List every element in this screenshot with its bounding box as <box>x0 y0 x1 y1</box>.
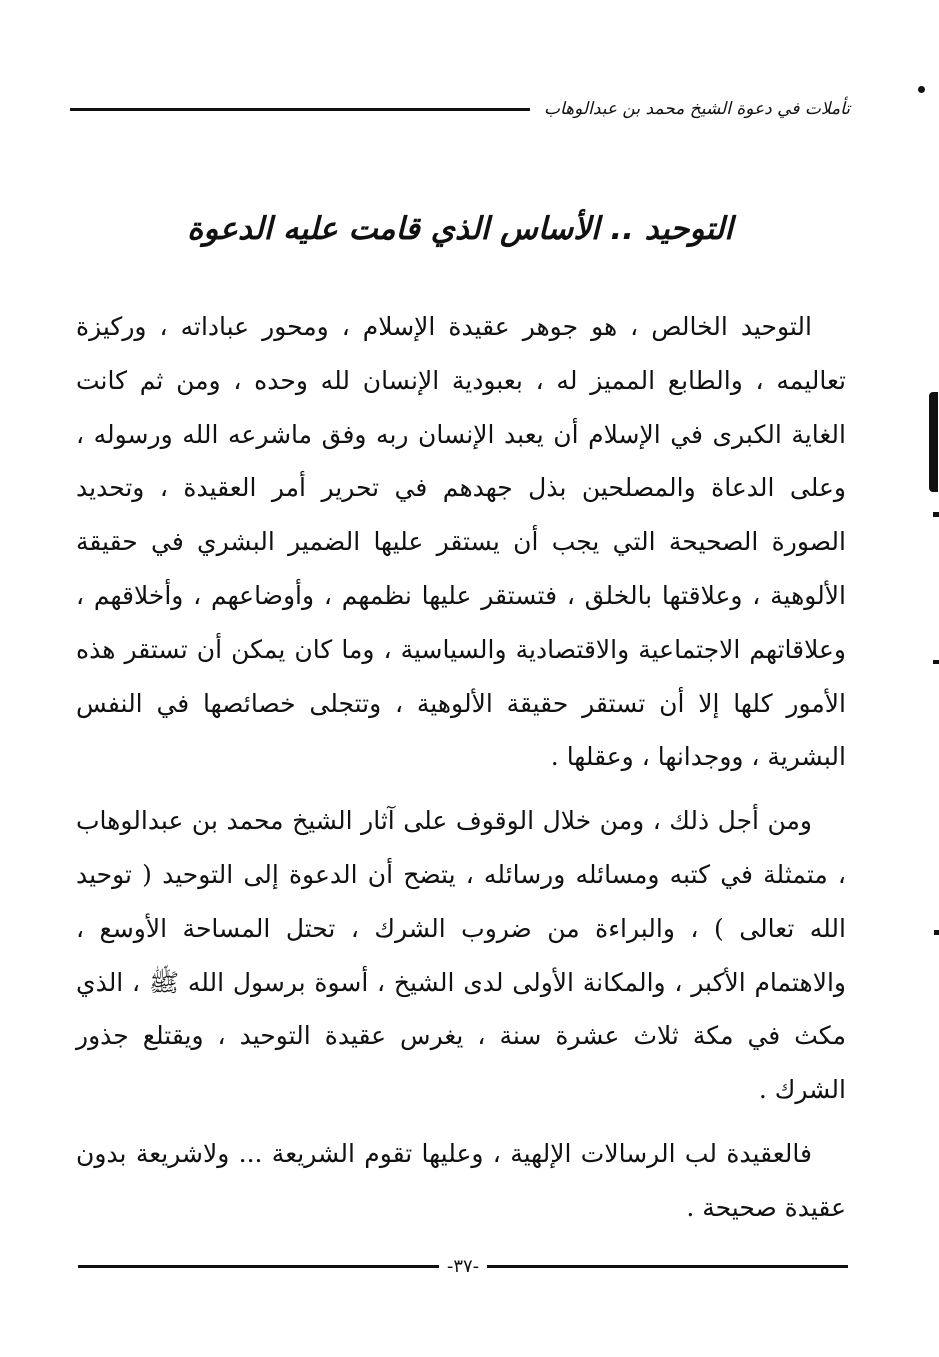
scan-edge-mark <box>929 392 938 492</box>
scan-edge-mark <box>933 512 939 517</box>
margin-dot <box>918 86 925 93</box>
running-header-text: تأملات في دعوة الشيخ محمد بن عبدالوهاب <box>544 99 850 119</box>
page-number: -٣٧- <box>446 1255 480 1277</box>
footer-rule-left <box>78 1265 439 1268</box>
scan-edge-mark <box>933 660 939 664</box>
paragraph-2: ومن أجل ذلك ، ومن خلال الوقوف على آثار الشيخ محمد بن عبدالوهاب ، متمثلة في كتبه ومسائله ورسائله ، يتضح أن الدعوة إلى التوحيد ( توحيد الله تعالى ) ، والبراءة من ضروب الشرك ، تحتل المساحة الأوسع ، والاهتمام الأكبر ، والمكانة الأولى لدى الشيخ ، أسوة برسول الله ﷺ ، الذي مكث في مكة ثلاث عشرة سنة ، يغرس عقيدة التوحيد ، ويقتلع جذور الشرك . <box>76 806 846 1105</box>
paragraph-1: التوحيد الخالص ، هو جوهر عقيدة الإسلام ، ومحور عباداته ، وركيزة تعاليمه ، والطابع المميز له ، بعبودية الإنسان لله وحده ، ومن ثم كانت الغاية الكبرى في الإسلام أن يعبد الإنسان ربه وفق ماشرعه الله ورسوله ، وعلى الدعاة والمصلحين بذل جهدهم في تحرير أمر العقيدة ، وتحديد الصورة الصحيحة التي يجب أن يستقر عليها الضمير البشري في حقيقة الألوهية ، وعلاقتها بالخلق ، فتستقر عليها نظمهم ، وأوضاعهم ، وأخلاقهم ، وعلاقاتهم الاجتماعية والاقتصادية والسياسية ، وما كان يمكن أن تستقر هذه الأمور كلها إلا أن تستقر حقيقة الألوهية ، وتتجلى خصائصها في النفس البشرية ، ووجدانها ، وعقلها . <box>76 312 846 772</box>
footer-rule-right <box>487 1265 848 1268</box>
scan-edge-mark <box>934 930 939 935</box>
chapter-title: التوحيد .. الأساس الذي قامت عليه الدعوة <box>187 210 733 247</box>
running-header <box>70 96 850 122</box>
paragraph-3: فالعقيدة لب الرسالات الإلهية ، وعليها تقوم الشريعة ... ولاشريعة بدون عقيدة صحيحة . <box>76 1138 846 1222</box>
page-footer <box>78 1254 848 1278</box>
body-text <box>76 300 846 1245</box>
header-rule <box>70 108 530 111</box>
